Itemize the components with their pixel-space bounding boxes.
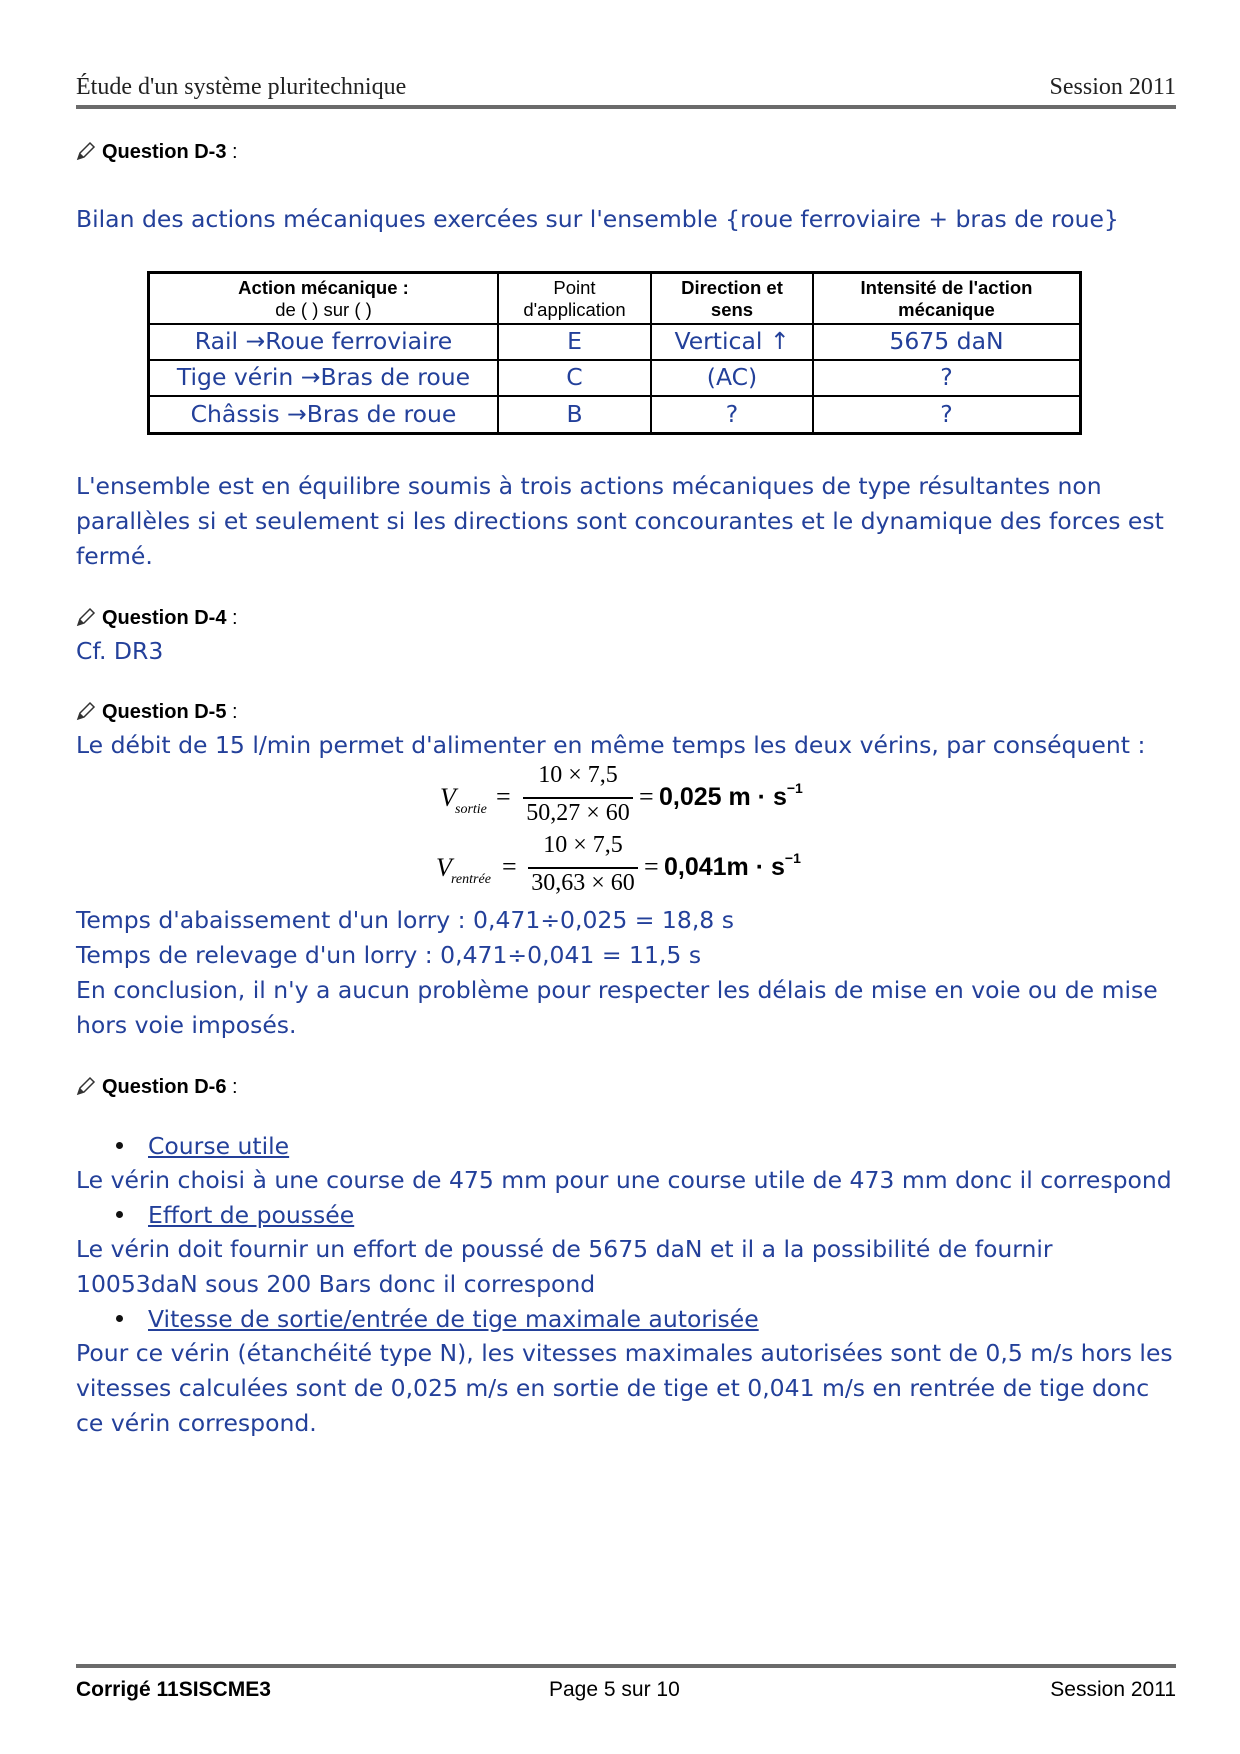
bullet-icon [116, 1315, 123, 1322]
bullet-effort-poussee: Effort de poussée [116, 1201, 354, 1229]
result-line: Temps d'abaissement d'un lorry : 0,471÷0,025 = 18,8 s [76, 906, 734, 934]
d6-text-line: ce vérin correspond. [76, 1409, 317, 1437]
table-row [150, 359, 1079, 397]
actions-table [147, 271, 1082, 435]
question-d5-label: Question D-5 : [76, 701, 238, 724]
pencil-icon [76, 1076, 96, 1096]
formula-v-rentree: V rentrée = 10 × 7,5 30,63 × 60 = $0,041m \cdot s^{-1}$ [436, 832, 801, 896]
footer-session: Session 2011 [1050, 1678, 1176, 1701]
table-header-direction: Direction et sens [652, 274, 814, 323]
d6-text-line: vitesses calculées sont de 0,025 m/s en sortie de tige et 0,041 m/s en rentrée de tige donc [76, 1374, 1150, 1402]
formula-v-sortie: V sortie = 10 × 7,5 50,27 × 60 = 0,025 $m \cdot s^{-1}$ [440, 762, 803, 826]
header-title: Étude d'un système pluritechnique [76, 74, 407, 100]
d6-text-line: Pour ce vérin (étanchéité type N), les vitesses maximales autorisées sont de 0,5 m/s hors les [76, 1339, 1173, 1367]
question-d6-label: Question D-6 : [76, 1076, 238, 1099]
page-header [76, 72, 1176, 112]
question-d3-label: Question D-3 : [76, 141, 238, 164]
bullet-vitesse: Vitesse de sortie/entrée de tige maximale autorisée [116, 1305, 759, 1333]
header-session: Session 2011 [1049, 74, 1176, 100]
question-d5-intro: Le débit de 15 l/min permet d'alimenter en même temps les deux vérins, par conséquent : [76, 731, 1146, 759]
table-header-action: Action mécanique : de ( ) sur ( ) [150, 274, 499, 323]
table-cell-point: E [499, 323, 652, 359]
result-line: hors voie imposés. [76, 1011, 297, 1039]
table-cell-action: Châssis →Bras de roue [150, 395, 499, 432]
table-row [150, 395, 1079, 432]
table-cell-action: Tige vérin →Bras de roue [150, 359, 499, 395]
question-d4-label: Question D-4 : [76, 607, 238, 630]
table-cell-direction: Vertical ↑ [652, 323, 814, 359]
pencil-icon [76, 607, 96, 627]
pencil-icon [76, 701, 96, 721]
conclusion-line: fermé. [76, 542, 153, 570]
pencil-icon [76, 141, 96, 161]
d6-text-line: Le vérin doit fournir un effort de poussé de 5675 daN et il a la possibilité de fournir [76, 1235, 1053, 1263]
table-header-point: Point d'application [499, 274, 652, 323]
table-row [150, 323, 1079, 361]
result-line: En conclusion, il n'y a aucun problème pour respecter les délais de mise en voie ou de mise [76, 976, 1158, 1004]
header-rule [76, 105, 1176, 109]
question-d4-answer: Cf. DR3 [76, 637, 164, 665]
bullet-icon [116, 1142, 123, 1149]
table-cell-intensity: 5675 daN [889, 327, 1004, 355]
d6-text-line: 10053daN sous 200 Bars donc il correspond [76, 1270, 596, 1298]
conclusion-line: L'ensemble est en équilibre soumis à trois actions mécaniques de type résultantes non [76, 472, 1102, 500]
table-cell-action: Rail →Roue ferroviaire [150, 323, 499, 359]
table-header-row [150, 274, 1079, 325]
page-footer [76, 1664, 1176, 1724]
table-cell-direction: (AC) [652, 359, 814, 395]
footer-page-number: Page 5 sur 10 [549, 1678, 680, 1701]
table-cell-direction: ? [652, 395, 814, 432]
table-cell-intensity: ? [940, 363, 953, 391]
result-line: Temps de relevage d'un lorry : 0,471÷0,041 = 11,5 s [76, 941, 702, 969]
question-d3-intro: Bilan des actions mécaniques exercées sur l'ensemble {roue ferroviaire + bras de roue} [76, 205, 1119, 233]
bullet-icon [116, 1211, 123, 1218]
conclusion-line: parallèles si et seulement si les directions sont concourantes et le dynamique des forces est [76, 507, 1164, 535]
d6-text-line: Le vérin choisi à une course de 475 mm pour une course utile de 473 mm donc il correspond [76, 1166, 1172, 1194]
footer-doc-id: Corrigé 11SISCME3 [76, 1678, 271, 1701]
bullet-course-utile: Course utile [116, 1132, 289, 1160]
footer-rule [76, 1664, 1176, 1668]
table-header-intensity: Intensité de l'action mécanique [860, 276, 1033, 320]
table-cell-point: B [499, 395, 652, 432]
table-cell-point: C [499, 359, 652, 395]
table-cell-intensity: ? [940, 399, 953, 428]
